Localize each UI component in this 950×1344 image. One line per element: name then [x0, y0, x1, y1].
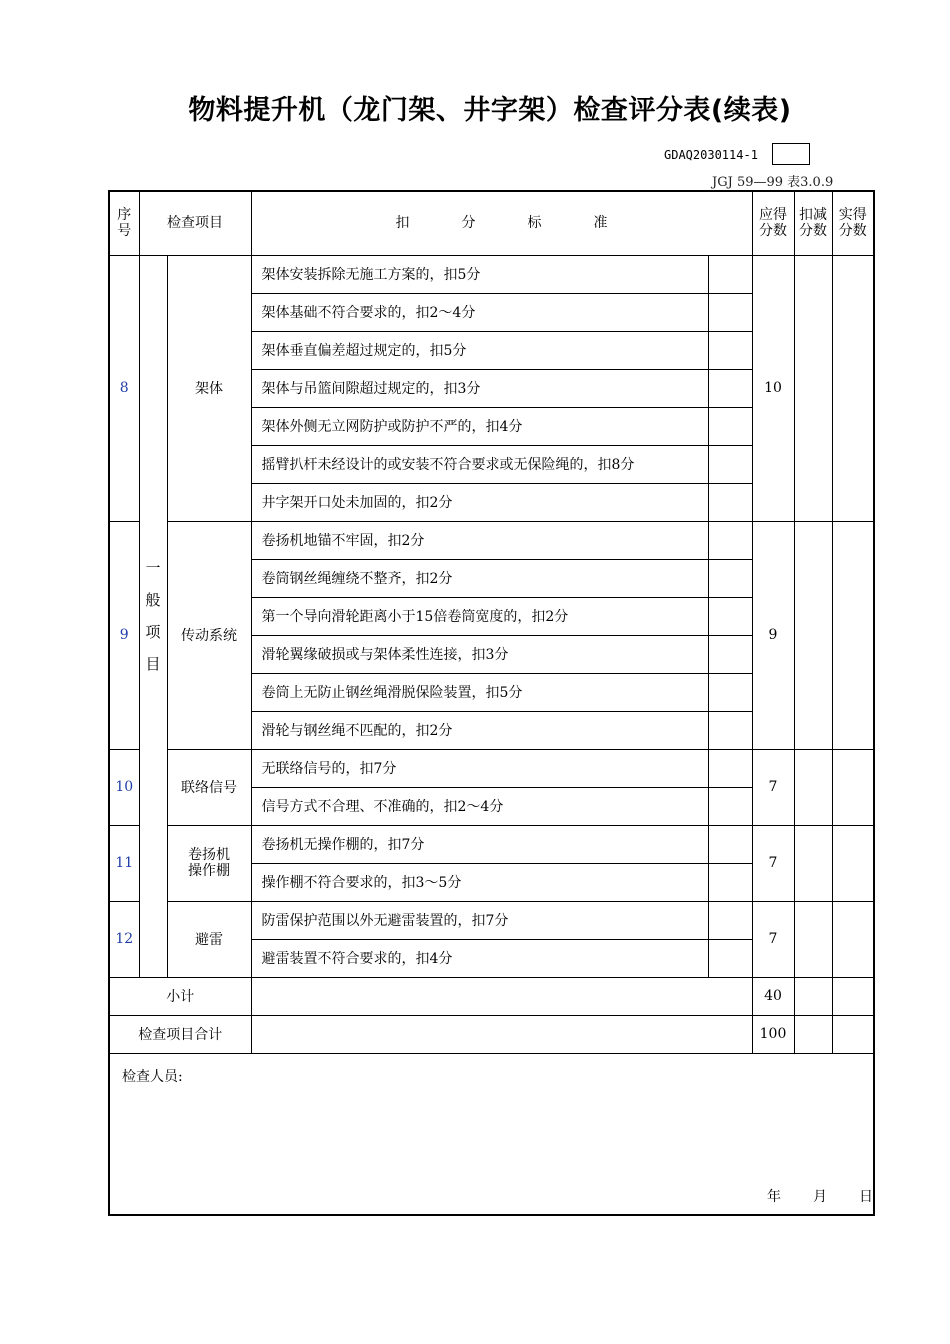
subtotal-deduct-input[interactable]: [794, 977, 832, 1015]
table-row: [109, 521, 874, 559]
criterion-text: 信号方式不合理、不准确的，扣2～4分: [251, 787, 708, 825]
criterion-text: 井字架开口处未加固的，扣2分: [251, 483, 708, 521]
table-row: [109, 825, 874, 863]
deduction-input[interactable]: [708, 635, 752, 673]
criterion-text: 架体与吊篮间隙超过规定的，扣3分: [251, 369, 708, 407]
date-line: [735, 1186, 873, 1206]
criterion-text: 卷筒钢丝绳缠绕不整齐，扣2分: [251, 559, 708, 597]
total-blank[interactable]: [251, 1015, 752, 1053]
deduction-input[interactable]: [708, 673, 752, 711]
due-score: 9: [752, 521, 794, 749]
item-number: 12: [109, 901, 139, 977]
item-number: 8: [109, 255, 139, 521]
total-row: [109, 1015, 874, 1053]
deduction-input[interactable]: [708, 521, 752, 559]
actual-score-input[interactable]: [832, 255, 874, 521]
criterion-text: 架体垂直偏差超过规定的，扣5分: [251, 331, 708, 369]
deduct-score-input[interactable]: [794, 521, 832, 749]
criterion-text: 第一个导向滑轮距离小于15倍卷筒宽度的，扣2分: [251, 597, 708, 635]
date-day-label: 日: [859, 1189, 873, 1205]
item-name: 传动系统: [167, 521, 251, 749]
deduction-input[interactable]: [708, 407, 752, 445]
header-due-score: 应得 分数: [752, 191, 794, 255]
deduction-input[interactable]: [708, 331, 752, 369]
deduct-score-input[interactable]: [794, 825, 832, 901]
item-number: 11: [109, 825, 139, 901]
deduction-input[interactable]: [708, 293, 752, 331]
form-code-box[interactable]: [772, 143, 810, 165]
inspector-label: 检查人员:: [122, 1068, 183, 1085]
date-year-label: 年: [767, 1189, 781, 1205]
deduction-input[interactable]: [708, 445, 752, 483]
date-month-label: 月: [813, 1189, 827, 1205]
actual-score-input[interactable]: [832, 749, 874, 825]
deduction-input[interactable]: [708, 749, 752, 787]
actual-score-input[interactable]: [832, 521, 874, 749]
subtotal-label: 小计: [109, 977, 251, 1015]
header-seq: 序 号: [109, 191, 139, 255]
table-row: [109, 749, 874, 787]
criterion-text: 滑轮与钢丝绳不匹配的，扣2分: [251, 711, 708, 749]
inspector-cell[interactable]: [109, 1053, 874, 1215]
criterion-text: 摇臂扒杆未经设计的或安装不符合要求或无保险绳的，扣8分: [251, 445, 708, 483]
due-score: 7: [752, 901, 794, 977]
item-number: 10: [109, 749, 139, 825]
criterion-text: 卷扬机无操作棚的，扣7分: [251, 825, 708, 863]
inspector-row: [109, 1053, 874, 1215]
criterion-text: 卷扬机地锚不牢固，扣2分: [251, 521, 708, 559]
due-score: 7: [752, 825, 794, 901]
deduction-input[interactable]: [708, 559, 752, 597]
criterion-text: 架体外侧无立网防护或防护不严的，扣4分: [251, 407, 708, 445]
subtotal-blank[interactable]: [251, 977, 752, 1015]
header-deduct-score: 扣减 分数: [794, 191, 832, 255]
criterion-text: 操作棚不符合要求的，扣3～5分: [251, 863, 708, 901]
criterion-text: 卷筒上无防止钢丝绳滑脱保险装置，扣5分: [251, 673, 708, 711]
due-score: 10: [752, 255, 794, 521]
table-row: [109, 255, 874, 293]
form-code: GDAQ2030114-1: [664, 148, 758, 162]
deduct-score-input[interactable]: [794, 255, 832, 521]
criterion-text: 防雷保护范围以外无避雷装置的，扣7分: [251, 901, 708, 939]
total-actual-input[interactable]: [832, 1015, 874, 1053]
deduct-score-input[interactable]: [794, 749, 832, 825]
item-name: 避雷: [167, 901, 251, 977]
deduction-input[interactable]: [708, 787, 752, 825]
deduction-input[interactable]: [708, 597, 752, 635]
criterion-text: 滑轮翼缘破损或与架体柔性连接，扣3分: [251, 635, 708, 673]
category-cell: 一 般 项 目: [139, 255, 167, 977]
criterion-text: 无联络信号的，扣7分: [251, 749, 708, 787]
deduction-input[interactable]: [708, 369, 752, 407]
subtotal-row: [109, 977, 874, 1015]
header-actual-score: 实得 分数: [832, 191, 874, 255]
actual-score-input[interactable]: [832, 825, 874, 901]
item-name: 架体: [167, 255, 251, 521]
deduction-input[interactable]: [708, 255, 752, 293]
page-title: 物料提升机（龙门架、井字架）检查评分表(续表): [188, 95, 792, 126]
item-name: 卷扬机 操作棚: [167, 825, 251, 901]
deduct-score-input[interactable]: [794, 901, 832, 977]
header-criteria: 扣 分 标 准: [251, 191, 752, 255]
deduction-input[interactable]: [708, 483, 752, 521]
deduction-input[interactable]: [708, 825, 752, 863]
subtotal-score: 40: [752, 977, 794, 1015]
item-number: 9: [109, 521, 139, 749]
total-score: 100: [752, 1015, 794, 1053]
total-deduct-input[interactable]: [794, 1015, 832, 1053]
table-row: [109, 901, 874, 939]
total-label: 检查项目合计: [109, 1015, 251, 1053]
item-name: 联络信号: [167, 749, 251, 825]
deduction-input[interactable]: [708, 939, 752, 977]
header-item: 检查项目: [139, 191, 251, 255]
actual-score-input[interactable]: [832, 901, 874, 977]
criterion-text: 避雷装置不符合要求的，扣4分: [251, 939, 708, 977]
criterion-text: 架体安装拆除无施工方案的，扣5分: [251, 255, 708, 293]
deduction-input[interactable]: [708, 863, 752, 901]
inspection-score-table: [108, 190, 875, 1216]
standard-reference: JGJ 59—99 表3.0.9: [712, 175, 834, 190]
subtotal-actual-input[interactable]: [832, 977, 874, 1015]
header-row: [109, 191, 874, 255]
criterion-text: 架体基础不符合要求的，扣2～4分: [251, 293, 708, 331]
deduction-input[interactable]: [708, 901, 752, 939]
due-score: 7: [752, 749, 794, 825]
deduction-input[interactable]: [708, 711, 752, 749]
